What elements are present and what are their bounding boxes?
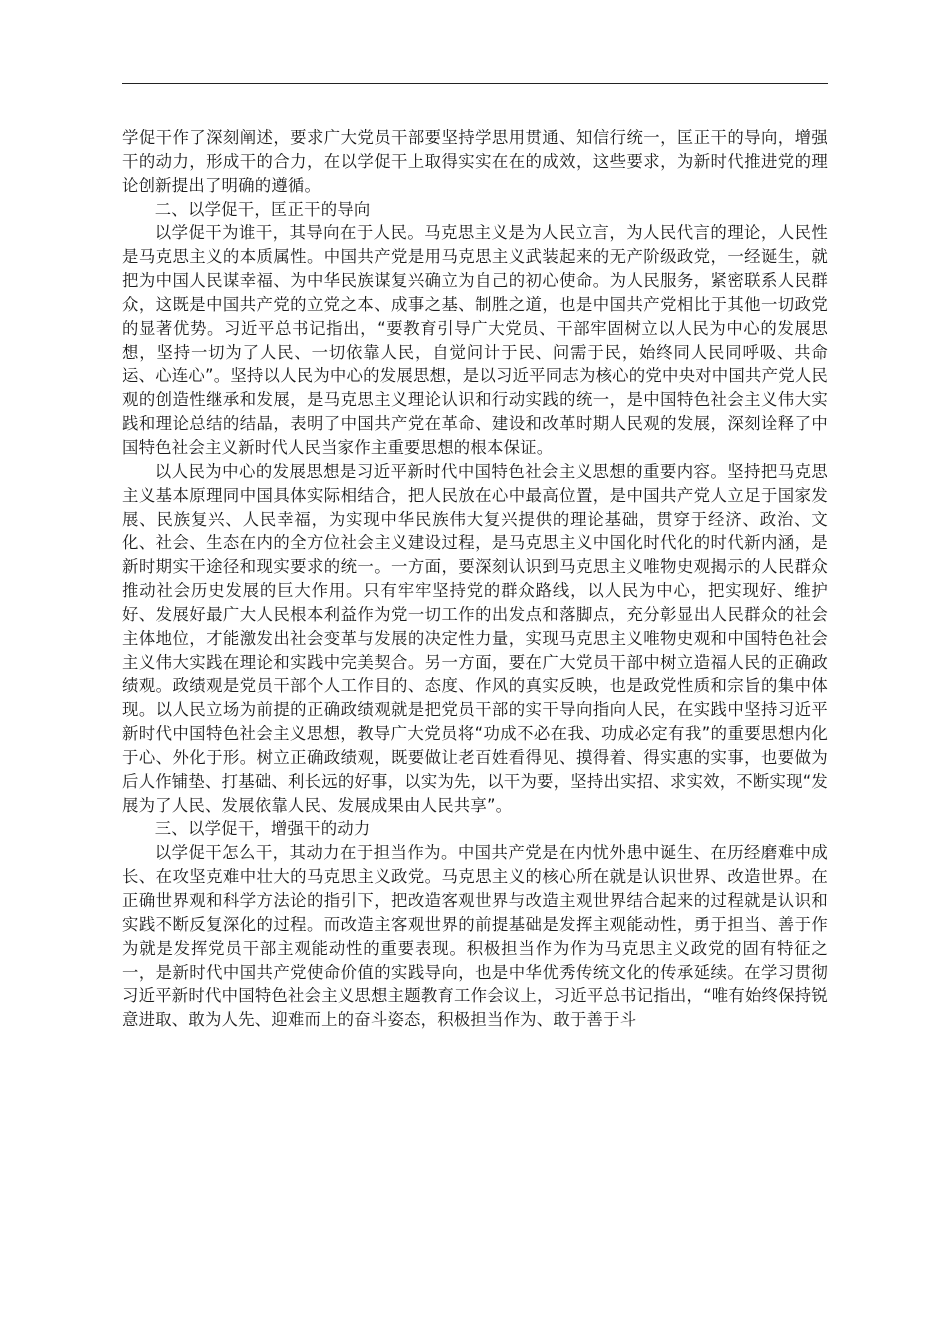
paragraph-intro-continuation: 学促干作了深刻阐述，要求广大党员干部要坚持学思用贯通、知信行统一，匡正干的导向，增强干的动力，形成干的合力，在以学促干上取得实实在在的成效，这些要求，为新时代推进党的理论创新提出了明确的遵循。 [122,128,828,195]
header-rule [122,83,828,84]
paragraph-people-centered-development: 以人民为中心的发展思想是习近平新时代中国特色社会主义思想的重要内容。坚持把马克思主义基本原理同中国具体实际相结合，把人民放在心中最高位置，是中国共产党人立足于国家发展、民族复兴、人民幸福，为实现中华民族伟大复兴提供的理论基础，贯穿于经济、政治、文化、社会、生态在内的全方位社会主义建设过程，是马克思主义中国化时代化的时代新内涵，是新时期实干途径和现实要求的统一。一方面，要深刻认识到马克思主义唯物史观揭示的人民群众推动社会历史发展的巨大作用。只有牢牢坚持党的群众路线，以人民为中心，把实现好、维护好、发展好最广大人民根本利益作为党一切工作的出发点和落脚点，充分彰显出人民群众的社会主体地位，才能激发出社会变革与发展的决定性力量，实现马克思主义唯物史观和中国特色社会主义伟大实践在理论和实践中完美契合。另一方面，要在广大党员干部中树立造福人民的正确政绩观。政绩观是党员干部个人工作目的、态度、作风的真实反映，也是政党性质和宗旨的集中体现。以人民立场为前提的正确政绩观就是把党员干部的实干导向指向人民，在实践中坚持习近平新时代中国特色社会主义思想，教导广大党员将“功成不必在我、功成必定有我”的重要思想内化于心、外化于形。树立正确政绩观，既要做让老百姓看得见、摸得着、得实惠的实事，也要做为后人作铺垫、打基础、利长远的好事，以实为先，以干为要，坚持出实招、求实效，不断实现“发展为了人民、发展依靠人民、发展成果由人民共享”。 [122,461,828,815]
document-body [122,126,828,1032]
paragraph-people-orientation: 以学促干为谁干，其导向在于人民。马克思主义是为人民立言，为人民代言的理论，人民性是马克思主义的本质属性。中国共产党是用马克思主义武装起来的无产阶级政党，一经诞生，就把为中国人民谋幸福、为中华民族谋复兴确立为自己的初心使命。为人民服务，紧密联系人民群众，这既是中国共产党的立党之本、成事之基、制胜之道，也是中国共产党相比于其他一切政党的显著优势。习近平总书记指出，“要教育引导广大党员、干部牢固树立以人民为中心的发展思想，坚持一切为了人民、一切依靠人民，自觉问计于民、问需于民，始终同人民同呼吸、共命运、心连心”。坚持以人民为中心的发展思想，是以习近平同志为核心的党中央对中国共产党人民观的创造性继承和发展，是马克思主义理论认识和行动实践的统一，是中国特色社会主义伟大实践和理论总结的结晶，表明了中国共产党在革命、建设和改革时期人民观的发展，深刻诠释了中国特色社会主义新时代人民当家作主重要思想的根本保证。 [122,223,828,457]
section-heading-2: 二、以学促干，匡正干的导向 [154,199,371,219]
paragraph-motivation-responsibility: 以学促干怎么干，其动力在于担当作为。中国共产党是在内忧外患中诞生、在历经磨难中成长、在攻坚克难中壮大的马克思主义政党。马克思主义的核心所在就是认识世界、改造世界。在正确世界观和科学方法论的指引下，把改造客观世界与改造主观世界结合起来的过程就是认识和实践不断反复深化的过程。而改造主客观世界的前提基础是发挥主观能动性，勇于担当、善于作为就是发挥党员干部主观能动性的重要表现。积极担当作为作为马克思主义政党的固有特征之一，是新时代中国共产党使命价值的实践导向，也是中华优秀传统文化的传承延续。在学习贯彻习近平新时代中国特色社会主义思想主题教育工作会议上，习近平总书记指出，“唯有始终保持锐意进取、敢为人先、迎难而上的奋斗姿态，积极担当作为、敢于善于斗 [122,843,828,1030]
section-heading-3: 三、以学促干，增强干的动力 [154,819,371,839]
